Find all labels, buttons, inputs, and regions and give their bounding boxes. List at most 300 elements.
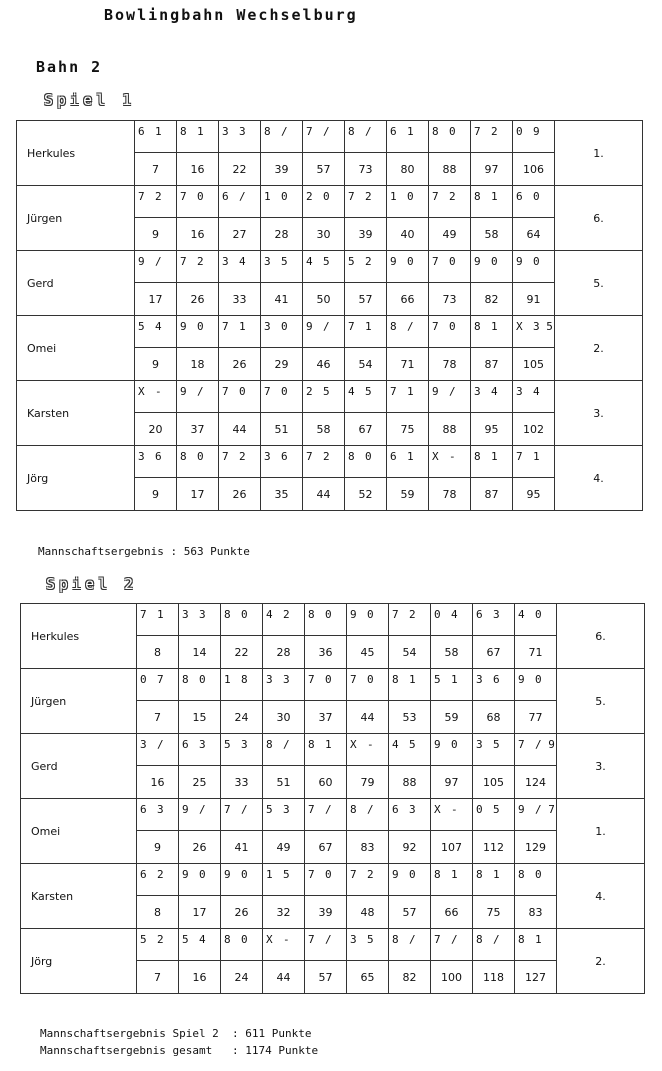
first-throw: 4 bbox=[266, 608, 273, 621]
first-throw: 3 bbox=[516, 385, 523, 398]
first-throw: 9 bbox=[180, 385, 187, 398]
player-row-throws bbox=[17, 446, 643, 478]
second-throw: 0 bbox=[199, 673, 206, 686]
first-throw: 2 bbox=[306, 190, 313, 203]
first-throw: 3 bbox=[474, 385, 481, 398]
second-throw: 1 bbox=[535, 933, 542, 946]
frame-total: 24 bbox=[221, 961, 263, 994]
second-throw: 0 bbox=[449, 255, 456, 268]
first-throw: 7 bbox=[308, 868, 315, 881]
first-throw: 6 bbox=[138, 125, 145, 138]
second-throw: 1 bbox=[155, 125, 162, 138]
second-throw: - bbox=[283, 933, 290, 946]
frame-total: 9 bbox=[137, 831, 179, 864]
frame-throws bbox=[347, 604, 389, 636]
second-throw: 9 bbox=[533, 125, 540, 138]
second-throw: 6 bbox=[155, 450, 162, 463]
first-throw: 8 bbox=[518, 868, 525, 881]
player-rank: 1. bbox=[555, 121, 643, 186]
frame-throws bbox=[137, 669, 179, 701]
player-name: Omei bbox=[21, 799, 137, 864]
second-throw: / bbox=[449, 385, 456, 398]
frame-throws bbox=[473, 864, 515, 896]
first-throw: 9 bbox=[432, 385, 439, 398]
frame-throws bbox=[513, 251, 555, 283]
frame-throws bbox=[135, 381, 177, 413]
frame-total: 51 bbox=[261, 413, 303, 446]
second-throw: / 9 bbox=[535, 738, 555, 751]
second-throw: 6 bbox=[281, 450, 288, 463]
frame-total: 16 bbox=[177, 218, 219, 251]
player-row-throws bbox=[17, 316, 643, 348]
frame-throws bbox=[305, 864, 347, 896]
frame-throws bbox=[305, 604, 347, 636]
frame-throws bbox=[177, 251, 219, 283]
frame-throws bbox=[137, 604, 179, 636]
frame-total: 7 bbox=[137, 701, 179, 734]
first-throw: 2 bbox=[306, 385, 313, 398]
frame-total: 59 bbox=[387, 478, 429, 511]
second-throw: 0 bbox=[449, 125, 456, 138]
frame-throws bbox=[221, 604, 263, 636]
frame-total: 71 bbox=[515, 636, 557, 669]
frame-throws bbox=[345, 251, 387, 283]
first-throw: 3 bbox=[264, 320, 271, 333]
lane-heading: Bahn 2 bbox=[36, 58, 103, 76]
frame-throws bbox=[263, 604, 305, 636]
frame-throws bbox=[221, 929, 263, 961]
frame-total: 68 bbox=[473, 701, 515, 734]
first-throw: X bbox=[432, 450, 439, 463]
second-throw: 4 bbox=[199, 933, 206, 946]
second-throw: 5 bbox=[493, 738, 500, 751]
first-throw: 7 bbox=[308, 933, 315, 946]
first-throw: 8 bbox=[348, 125, 355, 138]
first-throw: X bbox=[138, 385, 145, 398]
frame-total: 29 bbox=[261, 348, 303, 381]
second-throw: 0 bbox=[407, 255, 414, 268]
frame-throws bbox=[261, 251, 303, 283]
frame-total: 52 bbox=[345, 478, 387, 511]
second-throw: 0 bbox=[367, 608, 374, 621]
second-throw: 3 bbox=[199, 738, 206, 751]
first-throw: 7 bbox=[390, 385, 397, 398]
frame-throws bbox=[387, 316, 429, 348]
first-throw: 3 bbox=[476, 738, 483, 751]
first-throw: 8 bbox=[182, 673, 189, 686]
second-throw: / bbox=[451, 933, 458, 946]
frame-total: 127 bbox=[515, 961, 557, 994]
second-throw: 1 bbox=[365, 320, 372, 333]
second-throw: 1 bbox=[493, 868, 500, 881]
frame-total: 26 bbox=[219, 348, 261, 381]
second-throw: / bbox=[199, 803, 206, 816]
player-rank: 5. bbox=[557, 669, 645, 734]
second-throw: 1 bbox=[407, 385, 414, 398]
second-throw: / bbox=[365, 125, 372, 138]
frame-throws bbox=[431, 799, 473, 831]
frame-throws bbox=[219, 381, 261, 413]
second-throw: / 7 bbox=[535, 803, 555, 816]
frame-total: 54 bbox=[345, 348, 387, 381]
second-throw: - bbox=[155, 385, 162, 398]
second-throw: / bbox=[367, 803, 374, 816]
first-throw: 7 bbox=[140, 608, 147, 621]
first-throw: 7 bbox=[350, 868, 357, 881]
second-throw: 5 bbox=[493, 803, 500, 816]
frame-total: 91 bbox=[513, 283, 555, 316]
first-throw: 9 bbox=[182, 803, 189, 816]
first-throw: 5 bbox=[266, 803, 273, 816]
frame-total: 7 bbox=[135, 153, 177, 186]
second-throw: 3 5 bbox=[533, 320, 553, 333]
frame-total: 16 bbox=[179, 961, 221, 994]
frame-total: 124 bbox=[515, 766, 557, 799]
frame-total: 48 bbox=[347, 896, 389, 929]
second-throw: 0 bbox=[281, 385, 288, 398]
first-throw: 9 bbox=[350, 608, 357, 621]
frame-throws bbox=[179, 604, 221, 636]
frame-total: 73 bbox=[429, 283, 471, 316]
player-name: Jörg bbox=[17, 446, 135, 511]
second-throw: 3 bbox=[157, 803, 164, 816]
frame-total: 58 bbox=[431, 636, 473, 669]
frame-total: 88 bbox=[429, 413, 471, 446]
frame-throws bbox=[431, 864, 473, 896]
frame-throws bbox=[219, 121, 261, 153]
second-throw: 1 bbox=[491, 320, 498, 333]
first-throw: 7 bbox=[222, 385, 229, 398]
frame-throws bbox=[177, 316, 219, 348]
second-throw: 1 bbox=[451, 673, 458, 686]
frame-total: 83 bbox=[347, 831, 389, 864]
frame-total: 24 bbox=[221, 701, 263, 734]
second-throw: / bbox=[281, 125, 288, 138]
first-throw: 6 bbox=[392, 803, 399, 816]
second-throw: 3 bbox=[493, 608, 500, 621]
second-throw: 0 bbox=[367, 673, 374, 686]
frame-throws bbox=[387, 446, 429, 478]
first-throw: 8 bbox=[432, 125, 439, 138]
player-rank: 6. bbox=[555, 186, 643, 251]
game1-scoresheet bbox=[16, 120, 643, 511]
first-throw: 8 bbox=[224, 608, 231, 621]
second-throw: 0 bbox=[241, 868, 248, 881]
second-throw: 0 bbox=[241, 608, 248, 621]
player-name: Jörg bbox=[21, 929, 137, 994]
first-throw: 8 bbox=[180, 450, 187, 463]
frame-total: 22 bbox=[221, 636, 263, 669]
frame-throws bbox=[179, 929, 221, 961]
frame-throws bbox=[261, 446, 303, 478]
second-throw: 5 bbox=[367, 933, 374, 946]
first-throw: 3 bbox=[222, 255, 229, 268]
first-throw: 6 bbox=[140, 868, 147, 881]
frame-total: 27 bbox=[219, 218, 261, 251]
first-throw: 7 bbox=[138, 190, 145, 203]
frame-throws bbox=[221, 734, 263, 766]
frame-total: 58 bbox=[303, 413, 345, 446]
frame-throws bbox=[429, 121, 471, 153]
second-throw: / bbox=[493, 933, 500, 946]
frame-total: 97 bbox=[431, 766, 473, 799]
frame-throws bbox=[305, 799, 347, 831]
first-throw: 8 bbox=[392, 933, 399, 946]
first-throw: 4 bbox=[392, 738, 399, 751]
second-throw: 5 bbox=[365, 385, 372, 398]
second-throw: / bbox=[241, 803, 248, 816]
frame-throws bbox=[471, 446, 513, 478]
frame-total: 97 bbox=[471, 153, 513, 186]
frame-throws bbox=[431, 604, 473, 636]
frame-total: 105 bbox=[513, 348, 555, 381]
first-throw: X bbox=[266, 933, 273, 946]
frame-total: 30 bbox=[303, 218, 345, 251]
second-throw: 2 bbox=[323, 450, 330, 463]
second-throw: / bbox=[157, 738, 164, 751]
frame-total: 17 bbox=[177, 478, 219, 511]
frame-total: 33 bbox=[219, 283, 261, 316]
player-row-throws bbox=[17, 381, 643, 413]
frame-total: 80 bbox=[387, 153, 429, 186]
player-row-throws bbox=[21, 669, 645, 701]
first-throw: 4 bbox=[348, 385, 355, 398]
frame-throws bbox=[429, 251, 471, 283]
frame-total: 46 bbox=[303, 348, 345, 381]
frame-total: 36 bbox=[305, 636, 347, 669]
frame-throws bbox=[221, 799, 263, 831]
second-throw: / bbox=[325, 803, 332, 816]
first-throw: 5 bbox=[140, 933, 147, 946]
frame-throws bbox=[389, 734, 431, 766]
frame-total: 30 bbox=[263, 701, 305, 734]
frame-total: 57 bbox=[303, 153, 345, 186]
first-throw: 9 bbox=[392, 868, 399, 881]
frame-total: 129 bbox=[515, 831, 557, 864]
first-throw: 0 bbox=[516, 125, 523, 138]
frame-total: 57 bbox=[389, 896, 431, 929]
frame-total: 66 bbox=[387, 283, 429, 316]
second-throw: - bbox=[367, 738, 374, 751]
frame-total: 87 bbox=[471, 478, 513, 511]
frame-throws bbox=[305, 734, 347, 766]
first-throw: 7 bbox=[432, 255, 439, 268]
first-throw: 0 bbox=[476, 803, 483, 816]
first-throw: 9 bbox=[518, 803, 525, 816]
first-throw: 7 bbox=[224, 803, 231, 816]
second-throw: 1 bbox=[325, 738, 332, 751]
frame-total: 37 bbox=[177, 413, 219, 446]
first-throw: 7 bbox=[432, 190, 439, 203]
frame-throws bbox=[137, 734, 179, 766]
frame-throws bbox=[263, 734, 305, 766]
second-throw: / bbox=[325, 933, 332, 946]
player-rank: 3. bbox=[555, 381, 643, 446]
frame-total: 65 bbox=[347, 961, 389, 994]
first-throw: 5 bbox=[138, 320, 145, 333]
first-throw: 8 bbox=[434, 868, 441, 881]
first-throw: 9 bbox=[138, 255, 145, 268]
player-rank: 2. bbox=[555, 316, 643, 381]
second-throw: 3 bbox=[283, 803, 290, 816]
frame-total: 28 bbox=[261, 218, 303, 251]
frame-total: 105 bbox=[473, 766, 515, 799]
first-throw: 7 bbox=[264, 385, 271, 398]
second-throw: 1 bbox=[407, 450, 414, 463]
document-title: Bowlingbahn Wechselburg bbox=[104, 6, 358, 24]
first-throw: 3 bbox=[476, 673, 483, 686]
frame-throws bbox=[261, 316, 303, 348]
first-throw: 9 bbox=[182, 868, 189, 881]
frame-total: 51 bbox=[263, 766, 305, 799]
second-throw: 0 bbox=[407, 190, 414, 203]
frame-throws bbox=[515, 929, 557, 961]
frame-total: 88 bbox=[389, 766, 431, 799]
frame-total: 9 bbox=[135, 478, 177, 511]
player-name: Karsten bbox=[17, 381, 135, 446]
first-throw: 8 bbox=[350, 803, 357, 816]
first-throw: 8 bbox=[308, 738, 315, 751]
first-throw: 3 bbox=[138, 450, 145, 463]
first-throw: 9 bbox=[518, 673, 525, 686]
frame-total: 8 bbox=[137, 896, 179, 929]
frame-throws bbox=[219, 316, 261, 348]
frame-total: 44 bbox=[263, 961, 305, 994]
second-throw: 2 bbox=[157, 868, 164, 881]
first-throw: 8 bbox=[476, 868, 483, 881]
frame-total: 50 bbox=[303, 283, 345, 316]
first-throw: 6 bbox=[390, 125, 397, 138]
frame-total: 112 bbox=[473, 831, 515, 864]
frame-throws bbox=[219, 446, 261, 478]
first-throw: 9 bbox=[434, 738, 441, 751]
first-throw: 7 bbox=[518, 738, 525, 751]
first-throw: 8 bbox=[518, 933, 525, 946]
frame-throws bbox=[515, 799, 557, 831]
frame-total: 78 bbox=[429, 348, 471, 381]
frame-throws bbox=[347, 669, 389, 701]
frame-total: 100 bbox=[431, 961, 473, 994]
frame-throws bbox=[387, 121, 429, 153]
player-rank: 6. bbox=[557, 604, 645, 669]
frame-throws bbox=[513, 446, 555, 478]
frame-throws bbox=[473, 799, 515, 831]
first-throw: 9 bbox=[516, 255, 523, 268]
frame-throws bbox=[303, 251, 345, 283]
frame-throws bbox=[345, 381, 387, 413]
first-throw: 5 bbox=[348, 255, 355, 268]
frame-total: 16 bbox=[177, 153, 219, 186]
game1-heading: Spiel 1 bbox=[44, 91, 136, 109]
frame-throws bbox=[303, 446, 345, 478]
player-name: Jürgen bbox=[21, 669, 137, 734]
frame-total: 58 bbox=[471, 218, 513, 251]
first-throw: 1 bbox=[390, 190, 397, 203]
first-throw: 7 bbox=[392, 608, 399, 621]
frame-throws bbox=[389, 929, 431, 961]
second-throw: 0 bbox=[325, 673, 332, 686]
first-throw: 5 bbox=[224, 738, 231, 751]
second-throw: 2 bbox=[449, 190, 456, 203]
frame-total: 92 bbox=[389, 831, 431, 864]
frame-throws bbox=[345, 446, 387, 478]
frame-throws bbox=[389, 669, 431, 701]
frame-throws bbox=[135, 186, 177, 218]
first-throw: 8 bbox=[474, 450, 481, 463]
second-throw: / bbox=[409, 933, 416, 946]
frame-total: 59 bbox=[431, 701, 473, 734]
frame-total: 82 bbox=[389, 961, 431, 994]
frame-total: 17 bbox=[179, 896, 221, 929]
frame-throws bbox=[471, 316, 513, 348]
frame-throws bbox=[177, 446, 219, 478]
second-throw: 0 bbox=[197, 450, 204, 463]
frame-total: 95 bbox=[513, 478, 555, 511]
frame-total: 44 bbox=[219, 413, 261, 446]
second-throw: 3 bbox=[283, 673, 290, 686]
frame-total: 14 bbox=[179, 636, 221, 669]
second-throw: 4 bbox=[491, 385, 498, 398]
frame-total: 78 bbox=[429, 478, 471, 511]
frame-total: 73 bbox=[345, 153, 387, 186]
second-throw: 0 bbox=[449, 320, 456, 333]
second-throw: 0 bbox=[409, 868, 416, 881]
player-name: Herkules bbox=[17, 121, 135, 186]
player-row-throws bbox=[17, 186, 643, 218]
game2-heading: Spiel 2 bbox=[46, 575, 138, 593]
first-throw: 7 bbox=[308, 803, 315, 816]
first-throw: X bbox=[516, 320, 523, 333]
frame-throws bbox=[387, 186, 429, 218]
frame-total: 20 bbox=[135, 413, 177, 446]
second-throw: 2 bbox=[491, 125, 498, 138]
player-name: Karsten bbox=[21, 864, 137, 929]
frame-throws bbox=[471, 251, 513, 283]
second-throw: 6 bbox=[493, 673, 500, 686]
second-throw: / bbox=[323, 320, 330, 333]
player-rank: 5. bbox=[555, 251, 643, 316]
first-throw: 8 bbox=[390, 320, 397, 333]
second-throw: 7 bbox=[157, 673, 164, 686]
second-throw: / bbox=[239, 190, 246, 203]
second-throw: 4 bbox=[155, 320, 162, 333]
frame-total: 49 bbox=[429, 218, 471, 251]
second-throw: 2 bbox=[367, 868, 374, 881]
frame-total: 9 bbox=[135, 348, 177, 381]
frame-total: 33 bbox=[221, 766, 263, 799]
first-throw: 7 bbox=[348, 320, 355, 333]
frame-throws bbox=[431, 669, 473, 701]
first-throw: 7 bbox=[308, 673, 315, 686]
frame-throws bbox=[515, 604, 557, 636]
second-throw: 1 bbox=[491, 450, 498, 463]
second-throw: 3 bbox=[239, 125, 246, 138]
first-throw: 9 bbox=[180, 320, 187, 333]
first-throw: 6 bbox=[182, 738, 189, 751]
player-rank: 3. bbox=[557, 734, 645, 799]
frame-throws bbox=[471, 121, 513, 153]
frame-total: 41 bbox=[221, 831, 263, 864]
second-throw: / bbox=[197, 385, 204, 398]
frame-total: 95 bbox=[471, 413, 513, 446]
first-throw: 7 bbox=[222, 320, 229, 333]
first-throw: 8 bbox=[474, 320, 481, 333]
second-throw: 1 bbox=[407, 125, 414, 138]
second-throw: 0 bbox=[199, 868, 206, 881]
frame-throws bbox=[389, 604, 431, 636]
overall-team-result: Mannschaftsergebnis gesamt : 1174 Punkte bbox=[40, 1044, 319, 1057]
frame-total: 67 bbox=[305, 831, 347, 864]
